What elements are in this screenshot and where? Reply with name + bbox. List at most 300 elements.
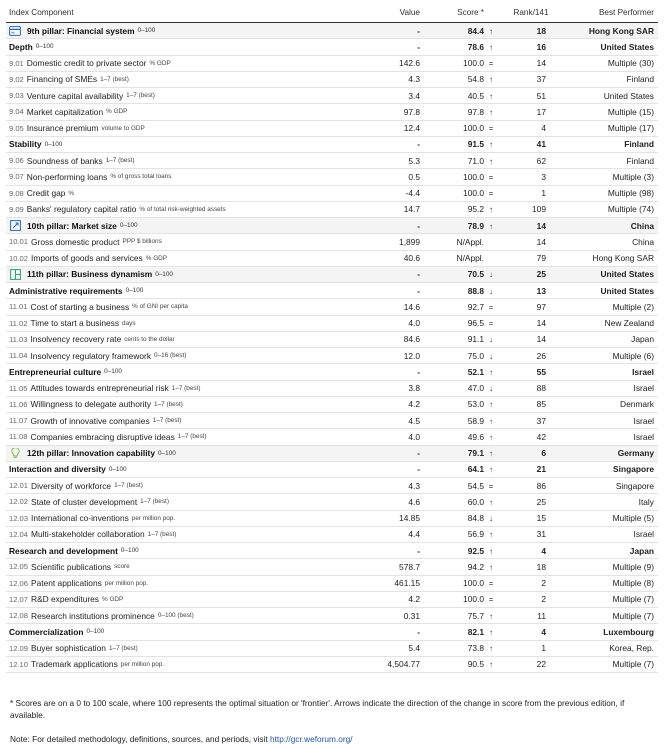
component-unit: days bbox=[122, 319, 136, 327]
score-value: 58.9 bbox=[467, 415, 484, 426]
best-performer-cell: Multiple (98) bbox=[607, 188, 654, 199]
rank-cell: 2 bbox=[541, 578, 546, 589]
indicator-code: 12.02 bbox=[9, 497, 29, 507]
score-cell bbox=[420, 302, 496, 312]
score-cell bbox=[420, 351, 496, 361]
indicator-row-11-08 bbox=[6, 429, 658, 445]
component-unit: 0–100 bbox=[137, 27, 156, 35]
indicator-row-11-04 bbox=[6, 348, 658, 364]
value-cell: - bbox=[417, 545, 420, 556]
header-score-label: Score * bbox=[457, 8, 484, 17]
rank-cell: 25 bbox=[536, 496, 546, 507]
pillar-row-9th-pillar-financial-system bbox=[6, 23, 658, 39]
score-cell bbox=[420, 432, 496, 442]
best-performer-cell: Korea, Rep. bbox=[609, 643, 654, 654]
indicator-row-9-06 bbox=[6, 153, 658, 169]
component-cell bbox=[6, 269, 354, 280]
indicator-row-9-05 bbox=[6, 121, 658, 137]
rank-cell: 42 bbox=[536, 431, 546, 442]
equals-icon: = bbox=[488, 59, 494, 69]
rank-cell: 18 bbox=[536, 25, 546, 36]
score-value: 79.1 bbox=[467, 448, 484, 459]
best-performer-cell: Multiple (2) bbox=[612, 301, 654, 312]
arrow-up-icon: ↑ bbox=[489, 205, 493, 215]
score-value: 75.7 bbox=[467, 610, 484, 621]
component-cell bbox=[6, 25, 354, 36]
component-name: Insurance premium bbox=[26, 123, 99, 134]
score-value: 100.0 bbox=[463, 171, 484, 182]
component-cell bbox=[6, 399, 354, 409]
score-cell bbox=[420, 367, 496, 377]
component-cell bbox=[6, 334, 354, 344]
value-cell: 12.4 bbox=[403, 123, 420, 134]
best-performer-cell: Multiple (15) bbox=[607, 106, 654, 117]
component-cell bbox=[6, 659, 354, 669]
best-performer-cell: Denmark bbox=[620, 399, 654, 410]
component-unit: 0–100 bbox=[35, 43, 54, 51]
component-cell bbox=[6, 578, 354, 588]
component-cell bbox=[6, 416, 354, 426]
score-cell bbox=[420, 399, 496, 409]
best-performer-cell: Finland bbox=[624, 139, 654, 150]
pillar-row-12th-pillar-innovation-capability bbox=[6, 446, 658, 462]
component-cell bbox=[6, 237, 354, 247]
component-cell bbox=[6, 220, 354, 231]
indicator-row-12-05 bbox=[6, 559, 658, 575]
component-unit: 1–7 (best) bbox=[108, 644, 138, 652]
rank-cell: 21 bbox=[536, 464, 546, 475]
indicator-row-9-08 bbox=[6, 186, 658, 202]
value-cell: 4.4 bbox=[408, 529, 420, 540]
score-cell bbox=[420, 416, 496, 426]
value-cell: - bbox=[417, 25, 420, 36]
arrow-up-icon: ↑ bbox=[489, 449, 493, 459]
component-cell bbox=[6, 172, 354, 182]
component-unit: 0–100 bbox=[155, 270, 173, 278]
rank-cell: 15 bbox=[536, 513, 546, 524]
subpillar-row-research-and-development bbox=[6, 543, 658, 559]
component-unit: 0–100 bbox=[125, 287, 144, 295]
header-value: Value bbox=[399, 8, 420, 17]
score-cell bbox=[420, 464, 496, 474]
value-cell: 4.0 bbox=[408, 431, 420, 442]
rank-cell: 17 bbox=[536, 106, 546, 117]
component-unit: 1–7 (best) bbox=[147, 530, 177, 538]
score-cell bbox=[420, 448, 496, 458]
best-performer-cell: Italy bbox=[638, 496, 654, 507]
value-cell: 142.6 bbox=[399, 58, 420, 69]
component-cell bbox=[6, 139, 354, 149]
value-cell: 5.3 bbox=[408, 155, 420, 166]
component-name: Insolvency recovery rate bbox=[30, 334, 122, 345]
component-unit: 0–100 bbox=[108, 465, 127, 473]
component-name: Entrepreneurial culture bbox=[9, 366, 102, 377]
indicator-row-11-02 bbox=[6, 316, 658, 332]
component-name: 12th pillar: Innovation capability bbox=[27, 448, 155, 459]
component-name: 11th pillar: Business dynamism bbox=[27, 269, 153, 280]
value-cell: 4.0 bbox=[408, 318, 420, 329]
component-cell bbox=[6, 318, 354, 328]
rank-cell: 4 bbox=[541, 545, 546, 556]
component-name: Financing of SMEs bbox=[26, 74, 98, 85]
value-cell: - bbox=[417, 285, 420, 296]
indicator-row-12-04 bbox=[6, 527, 658, 543]
score-value: 100.0 bbox=[463, 578, 484, 589]
score-value: 100.0 bbox=[463, 188, 484, 199]
best-performer-cell: Luxembourg bbox=[603, 626, 654, 637]
component-cell bbox=[6, 367, 354, 377]
best-performer-cell: United States bbox=[600, 41, 654, 52]
indicator-code: 9.01 bbox=[9, 58, 24, 68]
component-name: State of cluster development bbox=[31, 496, 138, 507]
score-cell bbox=[420, 204, 496, 214]
indicator-code: 12.01 bbox=[9, 481, 29, 491]
rank-cell: 1 bbox=[541, 188, 546, 199]
component-cell bbox=[6, 562, 354, 572]
component-unit: 0–16 (best) bbox=[154, 352, 187, 360]
component-name: Venture capital availability bbox=[26, 90, 124, 101]
arrow-down-icon: ↓ bbox=[489, 270, 493, 280]
score-cell bbox=[420, 74, 496, 84]
component-cell bbox=[6, 529, 354, 539]
score-cell bbox=[420, 253, 496, 263]
business-icon bbox=[9, 269, 21, 280]
value-cell: 5.4 bbox=[408, 643, 420, 654]
component-name: Credit gap bbox=[26, 188, 66, 199]
component-name: Diversity of workforce bbox=[31, 480, 112, 491]
rank-cell: 1 bbox=[541, 643, 546, 654]
rank-cell: 4 bbox=[541, 123, 546, 134]
component-name: Non-performing loans bbox=[26, 171, 108, 182]
rank-cell: 6 bbox=[541, 448, 546, 459]
rank-cell: 55 bbox=[536, 366, 546, 377]
best-performer-cell: Japan bbox=[631, 334, 654, 345]
indicator-row-9-04 bbox=[6, 104, 658, 120]
score-cell bbox=[420, 578, 496, 588]
rank-cell: 109 bbox=[532, 204, 546, 215]
rank-cell: 26 bbox=[536, 350, 546, 361]
indicator-row-12-08 bbox=[6, 608, 658, 624]
value-cell: - bbox=[417, 464, 420, 475]
indicator-code: 9.05 bbox=[9, 123, 24, 133]
subpillar-row-interaction-and-diversity bbox=[6, 462, 658, 478]
score-cell bbox=[420, 497, 496, 507]
score-cell bbox=[420, 546, 496, 556]
lightbulb-icon bbox=[9, 448, 21, 459]
score-cell bbox=[420, 156, 496, 166]
indicator-code: 11.08 bbox=[9, 432, 28, 442]
component-name: Attitudes towards entrepreneurial risk bbox=[30, 383, 169, 394]
rank-cell: 37 bbox=[536, 415, 546, 426]
best-performer-cell: Multiple (3) bbox=[612, 171, 654, 182]
header-score bbox=[420, 8, 496, 17]
indicator-code: 9.08 bbox=[9, 188, 24, 198]
score-value: 91.5 bbox=[467, 139, 484, 150]
component-cell bbox=[6, 107, 354, 117]
score-value: 91.1 bbox=[467, 334, 484, 345]
arrow-up-icon: ↑ bbox=[489, 644, 493, 654]
best-performer-cell: Israel bbox=[633, 415, 654, 426]
best-performer-cell: China bbox=[630, 220, 654, 231]
component-cell bbox=[6, 58, 354, 68]
value-cell: - bbox=[417, 41, 420, 52]
value-cell: 4,504.77 bbox=[387, 659, 420, 670]
value-cell: 4.5 bbox=[408, 415, 420, 426]
score-value: 60.0 bbox=[467, 496, 484, 507]
score-value: 70.5 bbox=[467, 269, 484, 280]
score-value: 90.5 bbox=[467, 659, 484, 670]
indicator-code: 12.03 bbox=[9, 513, 29, 523]
indicator-row-12-03 bbox=[6, 511, 658, 527]
component-unit: per million pop. bbox=[131, 514, 176, 522]
best-performer-cell: Singapore bbox=[613, 464, 654, 475]
table-header bbox=[6, 0, 658, 23]
methodology-link[interactable]: http://gcr.weforum.org/ bbox=[269, 734, 353, 744]
value-cell: 14.6 bbox=[403, 301, 420, 312]
component-name: Insolvency regulatory framework bbox=[30, 350, 152, 361]
component-cell bbox=[6, 204, 354, 214]
indicator-row-12-06 bbox=[6, 576, 658, 592]
value-cell: 0.31 bbox=[403, 610, 420, 621]
indicator-code: 12.08 bbox=[9, 611, 29, 621]
component-cell bbox=[6, 42, 354, 52]
best-performer-cell: New Zealand bbox=[604, 318, 654, 329]
component-cell bbox=[6, 351, 354, 361]
arrow-up-icon: ↑ bbox=[489, 465, 493, 475]
component-cell bbox=[6, 497, 354, 507]
score-cell bbox=[420, 139, 496, 149]
score-value: 54.8 bbox=[467, 74, 484, 85]
rank-cell: 22 bbox=[536, 659, 546, 670]
finance-icon bbox=[9, 25, 21, 36]
component-cell bbox=[6, 546, 354, 556]
component-cell bbox=[6, 91, 354, 101]
score-cell bbox=[420, 286, 496, 296]
pillar-row-11th-pillar-business-dynamism bbox=[6, 267, 658, 283]
component-name: Depth bbox=[9, 41, 33, 52]
best-performer-cell: Japan bbox=[629, 545, 654, 556]
indicator-row-11-05 bbox=[6, 381, 658, 397]
value-cell: 0.5 bbox=[408, 171, 420, 182]
value-cell: 14.7 bbox=[403, 204, 420, 215]
score-value: 49.6 bbox=[467, 431, 484, 442]
score-value: 54.5 bbox=[467, 480, 484, 491]
score-value: 56.9 bbox=[467, 529, 484, 540]
rank-cell: 14 bbox=[536, 334, 546, 345]
component-name: Growth of innovative companies bbox=[30, 415, 150, 426]
value-cell: 4.2 bbox=[408, 594, 420, 605]
best-performer-cell: Finland bbox=[626, 155, 654, 166]
rank-cell: 2 bbox=[541, 594, 546, 605]
table-body bbox=[6, 23, 658, 673]
rank-cell: 31 bbox=[536, 529, 546, 540]
value-cell: 4.2 bbox=[408, 399, 420, 410]
component-name: Willingness to delegate authority bbox=[30, 399, 152, 410]
indicator-code: 11.01 bbox=[9, 302, 28, 312]
subpillar-row-depth bbox=[6, 39, 658, 55]
indicator-row-9-02 bbox=[6, 72, 658, 88]
component-name: Time to start a business bbox=[30, 318, 120, 329]
value-cell: 4.3 bbox=[408, 74, 420, 85]
score-cell bbox=[420, 188, 496, 198]
score-cell bbox=[420, 58, 496, 68]
component-unit: 0–100 bbox=[104, 368, 122, 376]
component-name: Domestic credit to private sector bbox=[26, 58, 147, 69]
best-performer-cell: Singapore bbox=[615, 480, 654, 491]
best-performer-cell: Multiple (17) bbox=[607, 123, 654, 134]
indicator-code: 9.07 bbox=[9, 172, 24, 182]
rank-cell: 14 bbox=[536, 236, 546, 247]
score-value: 100.0 bbox=[463, 123, 484, 134]
component-name: 10th pillar: Market size bbox=[27, 220, 117, 231]
indicator-code: 9.03 bbox=[9, 91, 24, 101]
indicator-code: 9.02 bbox=[9, 74, 24, 84]
component-unit: 1–7 (best) bbox=[152, 417, 182, 425]
best-performer-cell: Israel bbox=[633, 529, 654, 540]
value-cell: 14.85 bbox=[399, 513, 420, 524]
score-value: 100.0 bbox=[463, 58, 484, 69]
component-cell bbox=[6, 481, 354, 491]
indicator-row-11-01 bbox=[6, 299, 658, 315]
component-cell bbox=[6, 432, 354, 442]
component-cell bbox=[6, 448, 354, 459]
indicator-code: 12.06 bbox=[9, 578, 29, 588]
indicator-code: 9.09 bbox=[9, 204, 24, 214]
score-cell bbox=[420, 643, 496, 653]
equals-icon: = bbox=[488, 189, 494, 199]
score-value: 78.9 bbox=[467, 220, 484, 231]
value-cell: 84.6 bbox=[403, 334, 420, 345]
score-value: 94.2 bbox=[467, 561, 484, 572]
best-performer-cell: Multiple (9) bbox=[612, 561, 654, 572]
score-value: 53.0 bbox=[467, 399, 484, 410]
component-name: Companies embracing disruptive ideas bbox=[30, 431, 175, 442]
component-unit: 1–7 (best) bbox=[154, 400, 183, 408]
component-unit: % GDP bbox=[101, 595, 124, 603]
value-cell: - bbox=[417, 626, 420, 637]
best-performer-cell: Multiple (7) bbox=[612, 594, 654, 605]
indicator-row-10-01 bbox=[6, 234, 658, 250]
component-name: Market capitalization bbox=[26, 106, 104, 117]
header-component: Index Component bbox=[9, 8, 74, 17]
indicator-code: 12.09 bbox=[9, 643, 29, 653]
score-cell bbox=[420, 91, 496, 101]
component-unit: 0–100 bbox=[119, 222, 138, 230]
footnote-note-text: Note: For detailed methodology, definitions, sources, and periods, visit bbox=[10, 734, 268, 744]
value-cell: 578.7 bbox=[399, 561, 420, 572]
value-cell: - bbox=[417, 366, 420, 377]
best-performer-cell: Multiple (5) bbox=[612, 513, 654, 524]
component-name: Trademark applications bbox=[31, 659, 118, 670]
indicator-code: 10.01 bbox=[9, 237, 29, 247]
component-cell bbox=[6, 253, 354, 263]
indicator-row-9-07 bbox=[6, 169, 658, 185]
rank-cell: 86 bbox=[536, 480, 546, 491]
best-performer-cell: Multiple (30) bbox=[607, 58, 654, 69]
indicator-row-9-01 bbox=[6, 56, 658, 72]
equals-icon: = bbox=[488, 481, 494, 491]
rank-cell: 11 bbox=[537, 610, 546, 621]
value-cell: 12.0 bbox=[403, 350, 420, 361]
rank-cell: 37 bbox=[536, 74, 546, 85]
best-performer-cell: United States bbox=[600, 285, 654, 296]
component-unit: % GDP bbox=[145, 254, 168, 262]
rank-cell: 16 bbox=[536, 41, 546, 52]
component-unit: volume to GDP bbox=[101, 124, 145, 132]
indicator-row-12-09 bbox=[6, 641, 658, 657]
arrow-up-icon: ↑ bbox=[489, 611, 493, 621]
component-name: Buyer sophistication bbox=[31, 643, 106, 654]
score-value: 75.0 bbox=[467, 350, 484, 361]
component-cell bbox=[6, 302, 354, 312]
score-value: N/Appl. bbox=[456, 236, 484, 247]
score-value: 78.6 bbox=[467, 41, 484, 52]
indicator-code: 12.10 bbox=[9, 659, 29, 669]
arrow-down-icon: ↓ bbox=[489, 384, 493, 394]
score-value: 52.1 bbox=[467, 366, 484, 377]
value-cell: 4.6 bbox=[408, 496, 420, 507]
rank-cell: 88 bbox=[536, 383, 546, 394]
score-cell bbox=[420, 659, 496, 669]
score-cell bbox=[420, 221, 496, 231]
score-cell bbox=[420, 334, 496, 344]
score-cell bbox=[420, 513, 496, 523]
arrow-up-icon: ↑ bbox=[489, 42, 493, 52]
component-unit: per million pop. bbox=[120, 660, 165, 668]
indicator-code: 9.04 bbox=[9, 107, 24, 117]
score-value: N/Appl. bbox=[456, 253, 484, 264]
indicator-row-11-06 bbox=[6, 397, 658, 413]
component-cell bbox=[6, 594, 354, 604]
best-performer-cell: United States bbox=[603, 90, 654, 101]
arrow-up-icon: ↑ bbox=[489, 432, 493, 442]
rank-cell: 14 bbox=[536, 318, 546, 329]
component-unit: 1–7 (best) bbox=[126, 92, 155, 100]
score-cell bbox=[420, 237, 496, 247]
indicator-code: 11.02 bbox=[9, 318, 28, 328]
component-name: Scientific publications bbox=[31, 561, 112, 572]
arrow-up-icon: ↑ bbox=[489, 660, 493, 670]
indicator-code: 12.07 bbox=[9, 594, 29, 604]
header-rank: Rank/141 bbox=[513, 8, 549, 17]
component-cell bbox=[6, 383, 354, 393]
subpillar-row-stability bbox=[6, 137, 658, 153]
indicator-row-9-09 bbox=[6, 202, 658, 218]
rank-cell: 25 bbox=[536, 269, 546, 280]
indicator-code: 12.04 bbox=[9, 529, 29, 539]
value-cell: 3.8 bbox=[408, 383, 420, 394]
component-unit: PPP $ billions bbox=[122, 238, 162, 246]
component-unit: 0–100 bbox=[157, 449, 176, 457]
best-performer-cell: Multiple (7) bbox=[612, 659, 654, 670]
score-cell bbox=[420, 562, 496, 572]
score-cell bbox=[420, 107, 496, 117]
subpillar-row-administrative-requirements bbox=[6, 283, 658, 299]
best-performer-cell: Multiple (6) bbox=[612, 350, 654, 361]
indicator-row-11-03 bbox=[6, 332, 658, 348]
indicator-code: 10.02 bbox=[9, 253, 29, 263]
arrow-up-icon: ↑ bbox=[489, 400, 493, 410]
score-value: 47.0 bbox=[467, 383, 484, 394]
indicator-row-12-07 bbox=[6, 592, 658, 608]
score-cell bbox=[420, 481, 496, 491]
score-cell bbox=[420, 42, 496, 52]
component-name: Banks' regulatory capital ratio bbox=[26, 204, 137, 215]
equals-icon: = bbox=[488, 302, 494, 312]
component-name: Cost of starting a business bbox=[30, 301, 130, 312]
value-cell: 97.8 bbox=[403, 106, 420, 117]
component-unit: % of GNI per capita bbox=[132, 303, 188, 311]
